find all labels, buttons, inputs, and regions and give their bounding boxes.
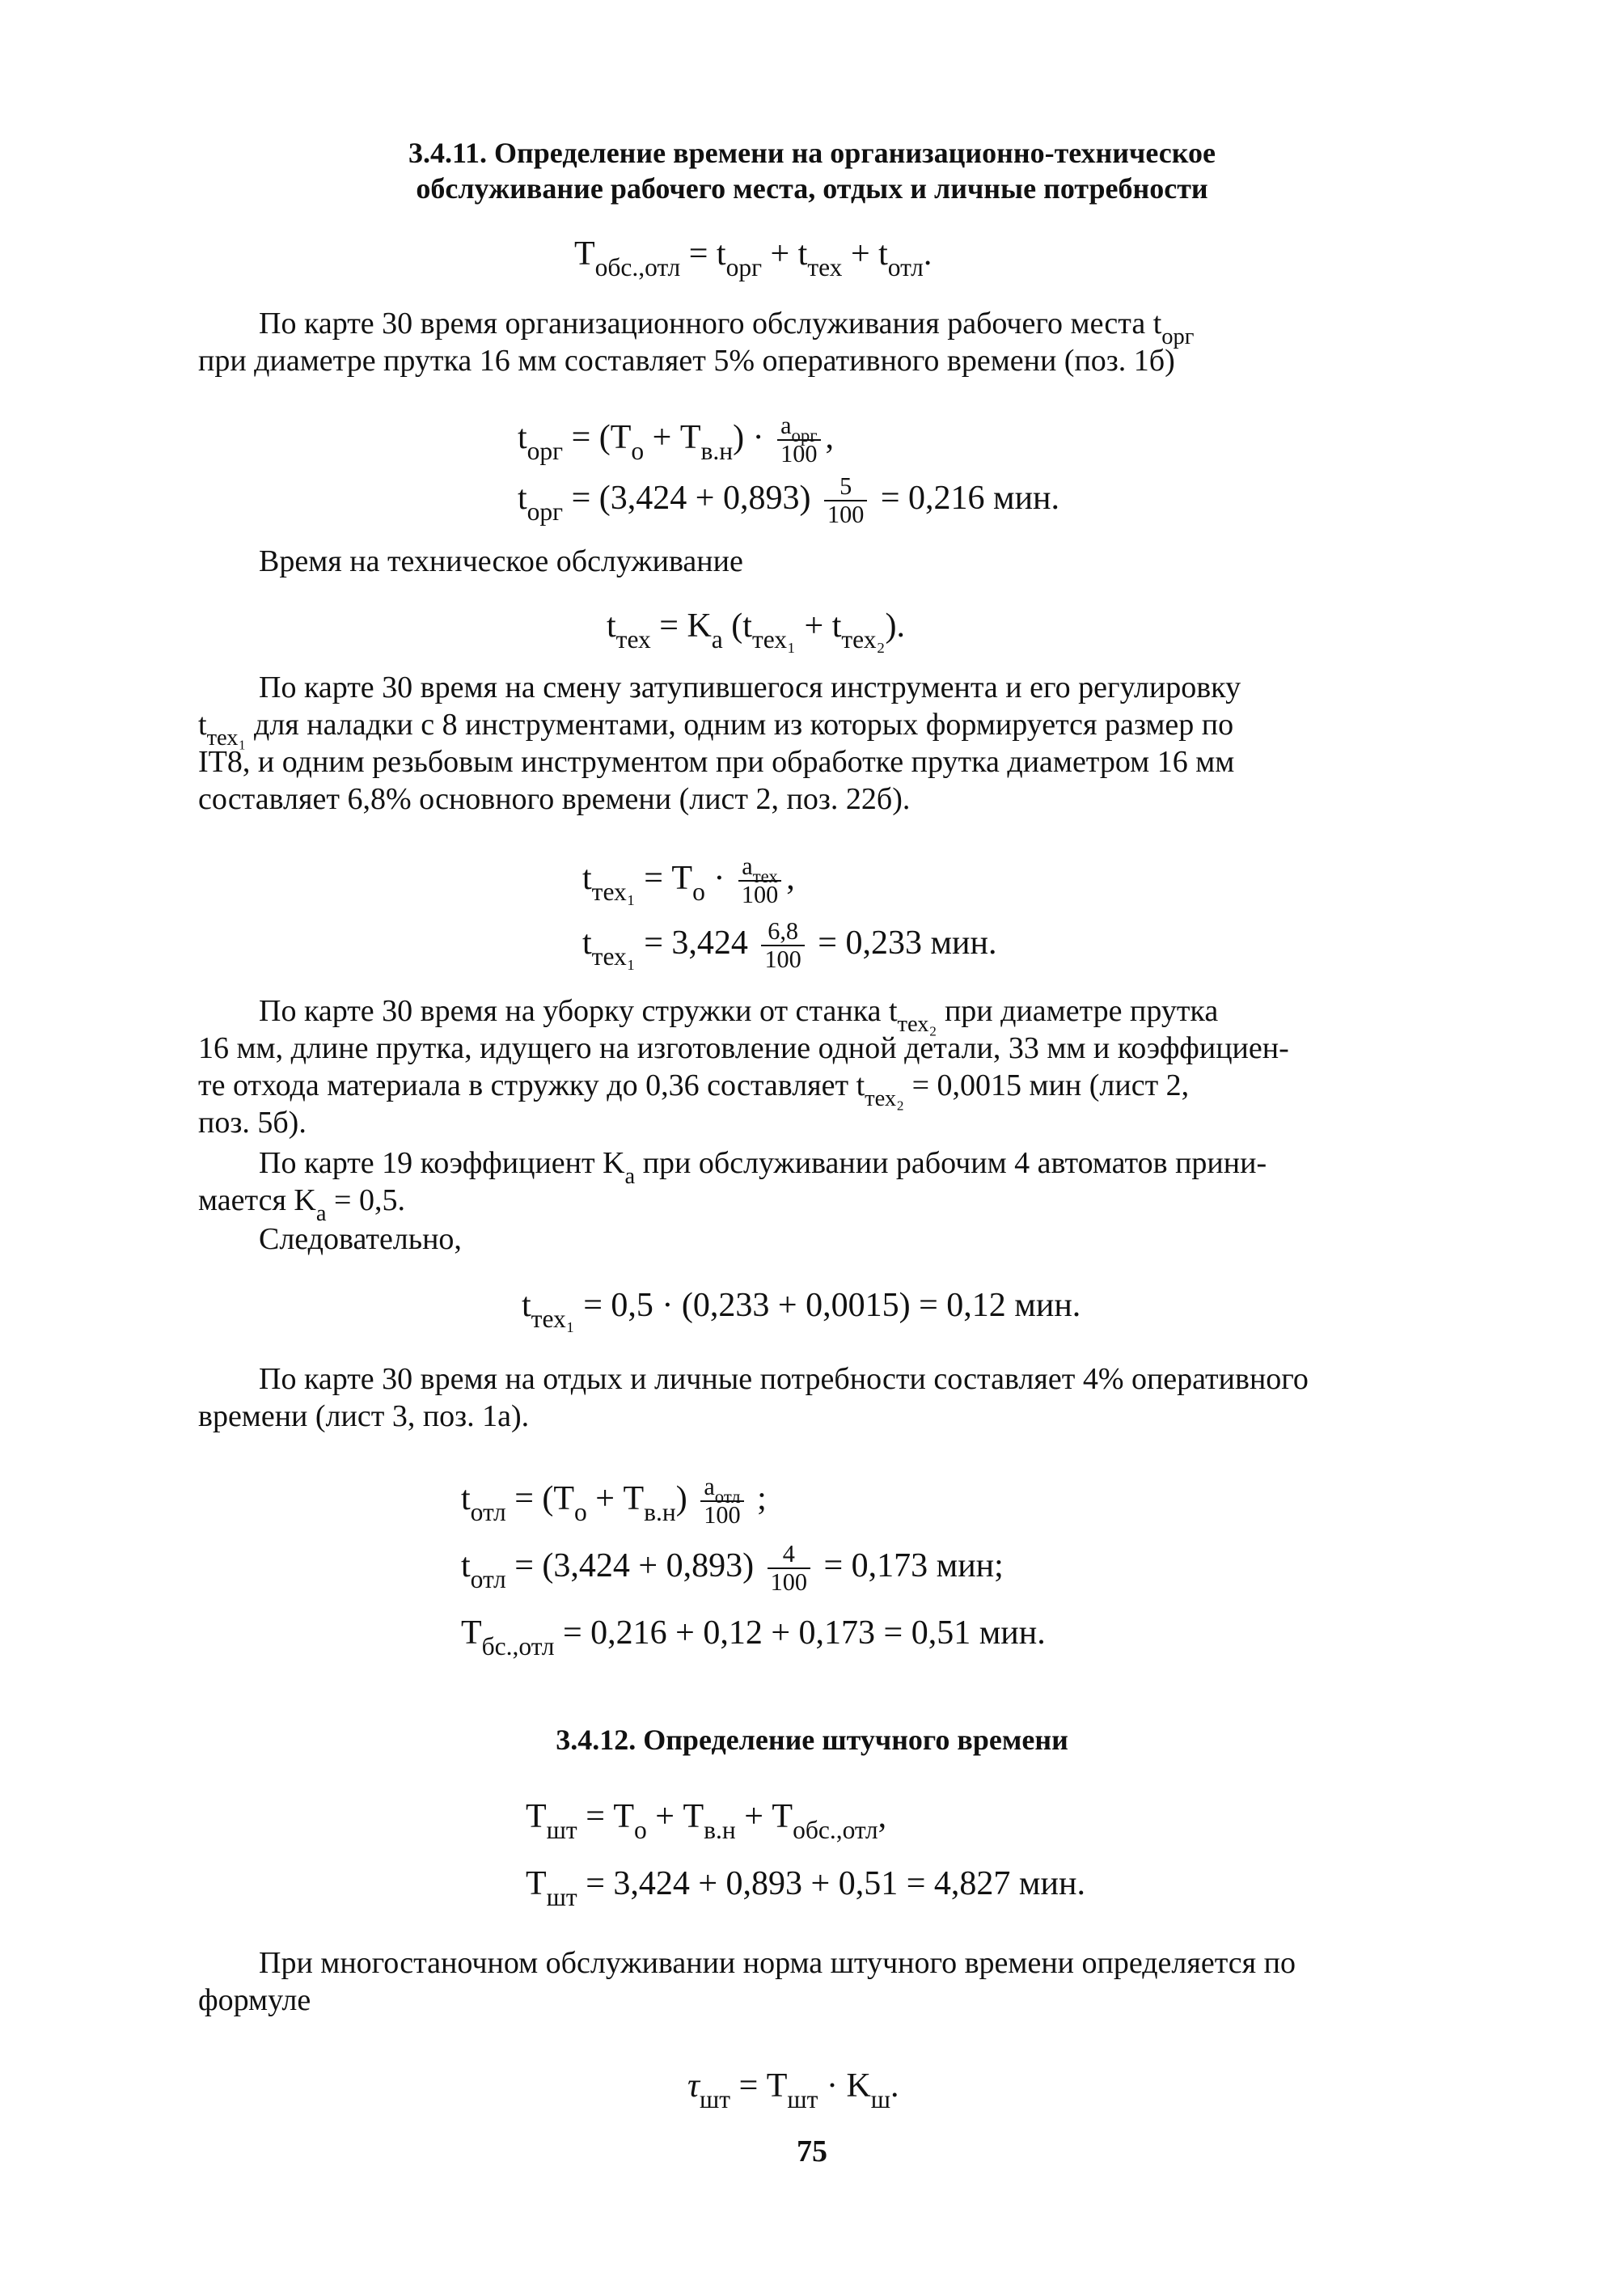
- paragraph-3-line3: IT8, и одним резьбовым инструментом при обработке прутка диаметром 16 мм: [198, 745, 1235, 779]
- formula-t-teh1: $t_{тех_1} = T_о$ · $\frac{a_{тех}}{100}$ ,: [582, 852, 795, 909]
- fraction: $\frac{a_{тех}}{100}$: [738, 853, 781, 909]
- paragraph-4-line2: 16 мм, длине прутка, идущего на изготовление одной детали, 33 мм и коэффициен-: [198, 1031, 1289, 1065]
- formula-t-org-value: $t_{орг} = (3,424 + 0,893)$ $\frac{5}{100}$ = 0,216 мин.: [518, 472, 1060, 529]
- paragraph-8-line1: При многостаночном обслуживании норма штучного времени определяется по: [259, 1946, 1296, 1980]
- paragraph-6: Следовательно,: [259, 1222, 462, 1256]
- paragraph-3-line2: $t_{тех_1}$ для наладки с 8 инструментами, одним из которых формируется размер по: [198, 708, 1234, 751]
- paragraph-1-line2: при диаметре прутка 16 мм составляет 5% оперативного времени (поз. 1б): [198, 344, 1175, 378]
- paragraph-5-line1: По карте 19 коэффициент $K_а$ при обслуживании рабочим 4 автоматов прини-: [259, 1146, 1267, 1189]
- paragraph-7-line2: времени (лист 3, поз. 1а).: [198, 1399, 530, 1433]
- paragraph-5-line2: мается $K_а = 0,5$.: [198, 1183, 405, 1226]
- section-heading-line2: обслуживание рабочего места, отдых и личные потребности: [416, 172, 1208, 205]
- paragraph-1-line1: По карте 30 время организационного обслуживания рабочего места $t_{орг}$: [259, 307, 1195, 349]
- paragraph-2: Время на техническое обслуживание: [259, 544, 743, 578]
- section-heading-line1: 3.4.11. Определение времени на организационно-техническое: [408, 137, 1216, 169]
- formula-t-obs-otl: $T_{обс.,отл} = t_{орг} + t_{тех} + t_{отл}$.: [574, 235, 933, 282]
- formula-t-org: $t_{орг} = (T_о + T_{в.н})$ · $\frac{a_{орг}}{100}$ ,: [518, 412, 835, 468]
- paragraph-8-line2: формуле: [198, 1983, 311, 2017]
- formula-tau-sht: $\tau_{шт} = T_{шт} \cdot K_ш$.: [687, 2067, 899, 2114]
- paragraph-3-line4: составляет 6,8% основного времени (лист 2, поз. 22б).: [198, 782, 911, 816]
- page-number: 75: [797, 2134, 827, 2168]
- fraction: $\frac{4}{100}$: [768, 1541, 810, 1597]
- paragraph-4-line1: По карте 30 время на уборку стружки от станка $t_{тех_2}$ при диаметре прутка: [259, 994, 1219, 1037]
- formula-t-sht-value: $T_{шт} = 3,424 + 0,893 + 0,51 = 4,827$ мин.: [526, 1865, 1085, 1912]
- paragraph-4-line3: те отхода материала в стружку до 0,36 составляет $t_{тех_2} = 0,0015$ мин (лист 2,: [198, 1068, 1190, 1111]
- fraction: $\frac{a_{орг}}{100}$: [777, 412, 820, 468]
- paragraph-7-line1: По карте 30 время на отдых и личные потребности составляет 4% оперативного: [259, 1362, 1309, 1396]
- formula-t-teh-value: $t_{тех_1} = 0,5 \cdot (0,233 + 0,0015) = 0,12$ мин.: [522, 1287, 1081, 1334]
- fraction: $\frac{a_{отл}}{100}$: [700, 1474, 743, 1529]
- formula-t-otl: $t_{отл} = (T_о + T_{в.н})$ $\frac{a_{отл}}{100}$ ;: [461, 1473, 767, 1529]
- formula-t-teh1-value: $t_{тех_1} = 3,424$ $\frac{6,8}{100}$ = 0,233 мин.: [582, 917, 997, 974]
- fraction: $\frac{5}{100}$: [824, 473, 867, 529]
- section-heading-3-4-12: 3.4.12. Определение штучного времени: [556, 1724, 1068, 1756]
- formula-t-bs-otl-value: $T_{бс.,отл} = 0,216 + 0,12 + 0,173 = 0,51$ мин.: [461, 1614, 1046, 1661]
- formula-t-otl-value: $t_{отл} = (3,424 + 0,893)$ $\frac{4}{100}$ = 0,173 мин;: [461, 1540, 1004, 1597]
- fraction: $\frac{6,8}{100}$: [761, 918, 804, 974]
- paragraph-4-line4: поз. 5б).: [198, 1106, 307, 1140]
- paragraph-3-line1: По карте 30 время на смену затупившегося инструмента и его регулировку: [259, 671, 1241, 704]
- formula-t-sht: $T_{шт} = T_о + T_{в.н} + T_{обс.,отл}$,: [526, 1798, 887, 1845]
- formula-t-teh: $t_{тех} = K_а$ $(t_{тех_1} + t_{тех_2})$.: [607, 607, 905, 654]
